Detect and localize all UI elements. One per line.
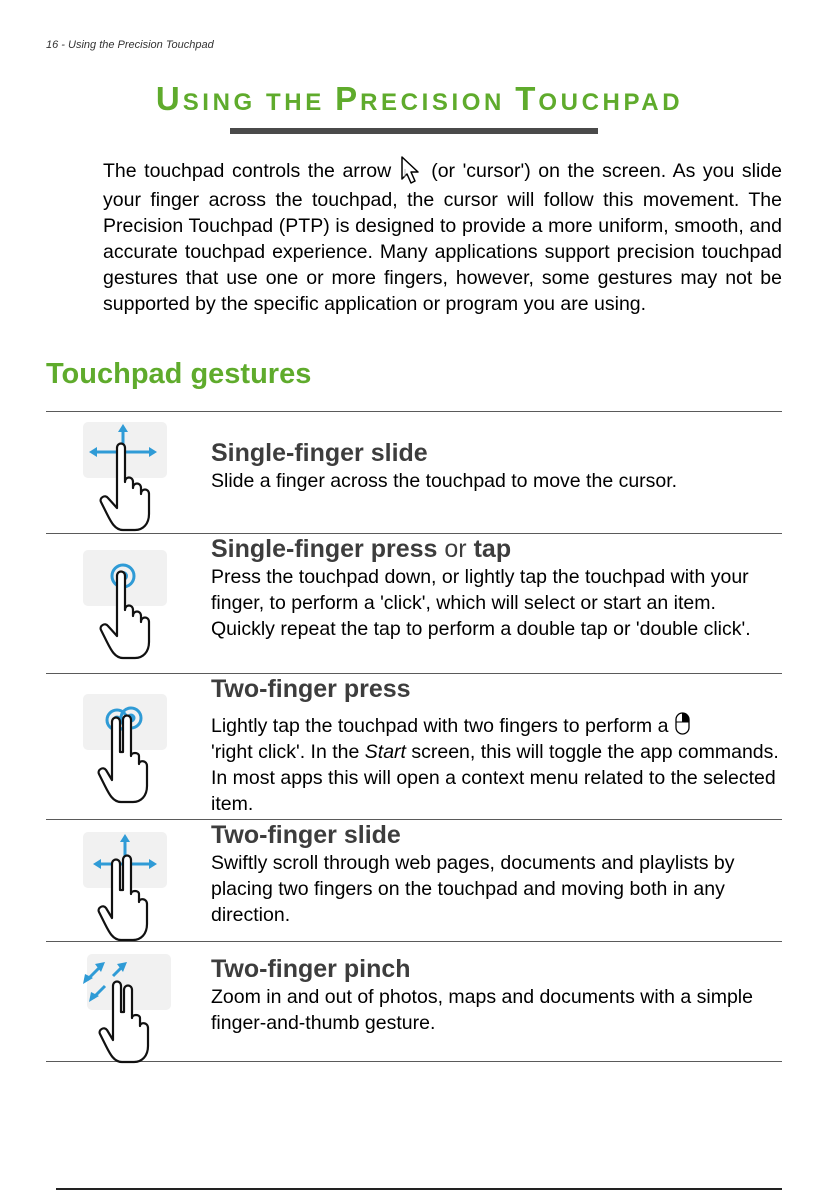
- gesture-description: Lightly tap the touchpad with two fingers to perform a 'right click'. In the Start screen, this will toggle the app commands. In most apps this will open a context menu related to the selected item.: [211, 710, 782, 817]
- gesture-description: Press the touchpad down, or lightly tap the touchpad with your finger, to perform a 'click', which will select or start an item. Quickly repeat the tap to perform a double tap or 'double click'.: [211, 566, 751, 640]
- gesture-description: Swiftly scroll through web pages, documents and playlists by placing two fingers on the touchpad and moving both in any direction.: [211, 852, 735, 926]
- single-finger-tap-icon: [79, 546, 191, 662]
- gesture-row-single-finger-slide: [46, 411, 782, 533]
- gesture-title: Two-finger press: [211, 675, 411, 703]
- gesture-title: Two-finger pinch: [211, 955, 411, 983]
- gesture-title: Two-finger slide: [211, 821, 401, 849]
- gesture-table: [46, 411, 782, 1062]
- gesture-row-single-finger-tap: [46, 533, 782, 673]
- right-click-mouse-icon: [674, 710, 692, 736]
- gesture-text: [211, 674, 782, 817]
- gesture-row-two-finger-press: [46, 673, 782, 819]
- two-finger-press-icon: [79, 690, 191, 806]
- gesture-text: [211, 534, 782, 642]
- gesture-row-two-finger-slide: [46, 819, 782, 941]
- single-finger-slide-icon: [79, 418, 191, 534]
- gesture-row-two-finger-pinch: [46, 941, 782, 1062]
- gesture-description: Zoom in and out of photos, maps and documents with a simple finger-and-thumb gesture.: [211, 986, 753, 1034]
- section-heading: Touchpad gestures: [46, 358, 312, 390]
- running-header: 16 - Using the Precision Touchpad: [46, 39, 214, 51]
- arrow-cursor-icon: [399, 155, 423, 187]
- intro-paragraph: The touchpad controls the arrow (or 'cursor') on the screen. As you slide your finger across the touchpad, the cursor will follow this movement. The Precision Touchpad (PTP) is designed to provide a more uniform, smooth, and accurate touchpad experience. Many applications support precision touchpad gestures that use one or more fingers, however, some gestures may not be supported by the specific application or program you are using.: [103, 155, 782, 317]
- gesture-description: Slide a finger across the touchpad to move the cursor.: [211, 470, 678, 492]
- gesture-title: Single-finger press or tap: [211, 535, 512, 563]
- two-finger-slide-icon: [79, 828, 191, 944]
- gesture-text: [211, 438, 782, 494]
- gesture-title: Single-finger slide: [211, 439, 428, 467]
- two-finger-pinch-icon: [79, 950, 191, 1066]
- title-underline: [230, 128, 598, 134]
- gesture-text: [211, 954, 782, 1036]
- footer-rule: [56, 1188, 782, 1190]
- page-title: USING THE PRECISION TOUCHPAD: [155, 80, 684, 117]
- gesture-text: [211, 820, 782, 928]
